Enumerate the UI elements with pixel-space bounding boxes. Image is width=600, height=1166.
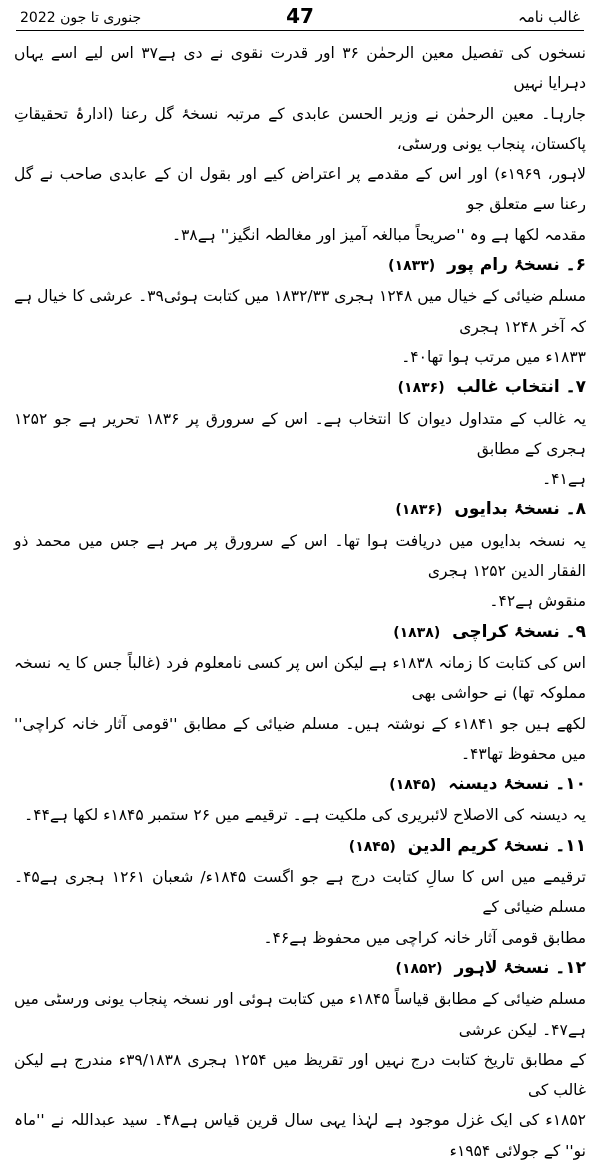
intro-line: مقدمہ لکھا ہے وہ ''صریحاً مبالغہ آمیز اور مغالطہ انگیز'' ہے۳۸۔ — [171, 225, 586, 244]
section-year: (۱۸۴۵) — [389, 777, 437, 794]
intro-line: جارہا۔ معین الرحمٰن نے وزیر الحسن عابدی کے مرتبہ نسخۂ گل رعنا (ادارۂ تحقیقاتِ پاکستان، پنجاب یونی ورسٹی، — [14, 104, 586, 153]
section-heading-8 — [14, 494, 586, 525]
section-number: ۹۔ — [565, 621, 586, 642]
section-number: ۷۔ — [565, 377, 586, 398]
page-header — [16, 4, 584, 31]
section-year: (۱۸۳۶) — [397, 380, 445, 397]
page-number: 47 — [286, 4, 314, 28]
section-line: اس کی کتابت کا زمانہ ۱۸۳۸ء ہے لیکن اس پر کسی نامعلوم فرد (غالباً جس کا یہ نسخہ مملوکہ تھا) نے حواشی بھی — [14, 653, 586, 703]
intro-line: لاہور، ۱۹۶۹ء) اور اس کے مقدمے پر اعتراض کیے اور بقول ان کے عابدی صاحب نے گل رعنا سے متعلق جو — [14, 165, 586, 214]
section-line: یہ دیسنہ کی الاصلاح لائبریری کی ملکیت ہے۔ ترقیمے میں ۲۶ ستمبر ۱۸۴۵ء لکھا ہے۴۴۔ — [24, 806, 586, 825]
section-title: نسخۂ بدایوں — [454, 499, 560, 520]
section-heading-12 — [14, 953, 586, 984]
section-heading-11 — [14, 831, 586, 862]
section-title: نسخۂ کراچی — [452, 621, 560, 642]
section-title: انتخاب غالب — [456, 377, 560, 398]
section-line: ہے۴۱۔ — [542, 470, 586, 489]
section-title: نسخۂ رام پور — [447, 255, 560, 276]
section-title: نسخۂ لاہور — [454, 957, 550, 978]
section-heading-10 — [14, 769, 586, 800]
section-number: ۱۰۔ — [555, 774, 586, 795]
section-number: ۱۱۔ — [555, 835, 586, 856]
section-line: یہ نسخہ بدایوں میں دریافت ہوا تھا۔ اس کے سرورق پر مہر ہے جس میں محمد ذو الفقار الدین ۱۲۵۲ ہجری — [14, 531, 586, 581]
section-line: مطابق قومی آثار خانہ کراچی میں محفوظ ہے۴۶۔ — [263, 928, 586, 947]
section-line: مسلم ضیائی کے مطابق قیاساً ۱۸۴۵ء میں کتابت ہوئی اور نسخہ پنجاب یونی ورسٹی میں ہے۴۷۔ لیکن عرشی — [14, 990, 587, 1039]
section-year: (۱۸۳۸) — [393, 624, 441, 641]
section-line: لکھے ہیں جو ۱۸۴۱ء کے نوشتہ ہیں۔ مسلم ضیائی کے مطابق ''قومی آثار خانہ کراچی'' میں محفوظ تھا۴۳۔ — [14, 714, 587, 763]
issue-date: جنوری تا جون 2022 — [20, 10, 142, 26]
section-number: ۸۔ — [565, 499, 586, 520]
journal-title: غالب نامہ — [517, 8, 580, 26]
section-heading-9 — [14, 617, 586, 648]
section-year: (۱۸۳۳) — [388, 258, 436, 275]
section-line: کے مطابق تاریخ کتابت درج نہیں اور تقریظ میں ۱۲۵۴ ہجری ۳۹/۱۸۳۸ء مندرج ہے لیکن غالب کی — [14, 1050, 586, 1100]
section-number: ۱۲۔ — [555, 957, 586, 978]
section-line: ترقیمے میں اس کا سالِ کتابت درج ہے جو اگست ۱۸۴۵ء/ شعبان ۱۲۶۱ ہجری ہے۴۵۔ مسلم ضیائی کے — [14, 868, 586, 917]
section-heading-6 — [14, 250, 586, 281]
section-line: یہ غالب کے متداول دیوان کا انتخاب ہے۔ اس کے سرورق پر ۱۸۳۶ تحریر ہے جو ۱۲۵۲ ہجری کے مطابق — [14, 409, 587, 458]
section-heading-7 — [14, 372, 586, 403]
section-line: ۱۸۳۳ء میں مرتب ہوا تھا۴۰۔ — [401, 347, 586, 366]
section-year: (۱۸۳۶) — [395, 502, 443, 519]
section-year: (۱۸۴۵) — [348, 838, 396, 855]
section-number: ۶۔ — [565, 255, 586, 276]
section-line: منقوش ہے۴۲۔ — [489, 592, 586, 611]
intro-line: نسخوں کی تفصیل معین الرحمٰن ۳۶ اور قدرت نقوی نے دی ہے۳۷ اس لیے اسے یہاں دہرایا نہیں — [14, 44, 586, 93]
section-title: نسخۂ کریم الدین — [407, 835, 550, 856]
section-line: ۱۸۵۲ء کی ایک غزل موجود ہے لہٰذا یہی سال قرین قیاس ہے۴۸۔ سید عبداللہ نے ''ماہ نو'' کے جولائی ۱۹۵۴ء — [14, 1111, 586, 1160]
section-line: مسلم ضیائی کے خیال میں ۱۲۴۸ ہجری ۱۸۳۲/۳۳ میں کتابت ہوئی۳۹۔ عرشی کا خیال ہے کہ آخر ۱۲۴۸ ہجری — [14, 287, 586, 336]
section-title: نسخۂ دیسنہ — [448, 774, 550, 795]
body-text — [14, 38, 587, 1160]
section-year: (۱۸۵۲) — [395, 960, 443, 977]
